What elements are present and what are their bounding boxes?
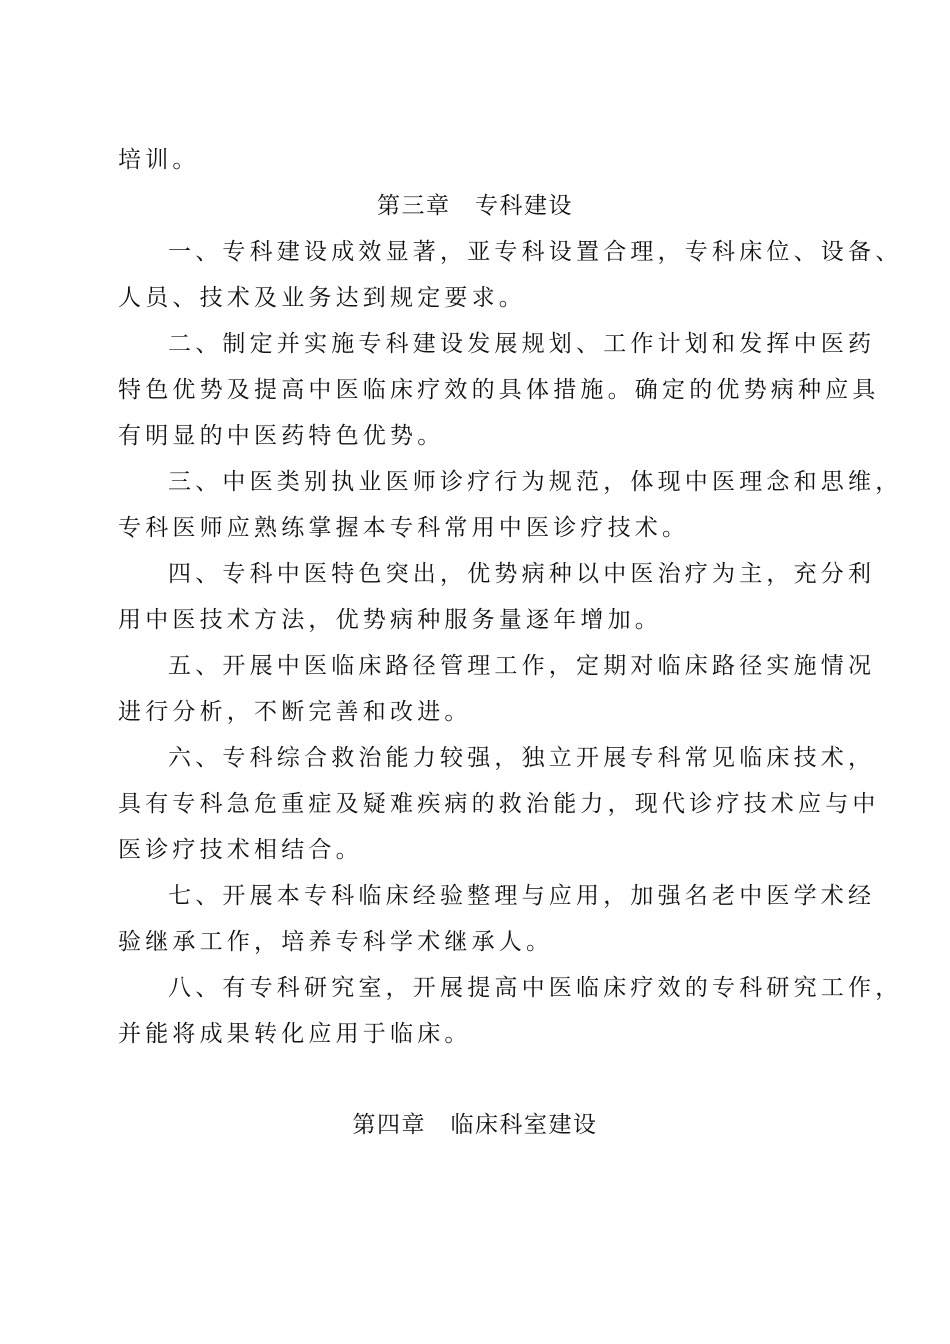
chapter-3-heading: 第三章 专科建设 — [377, 193, 573, 219]
paragraph-line: 六、专科综合救治能力较强，独立开展专科常见临床技术， — [168, 745, 876, 771]
paragraph-line: 人员、技术及业务达到规定要求。 — [118, 285, 526, 311]
paragraph-line: 特色优势及提高中医临床疗效的具体措施。确定的优势病种应具 — [118, 377, 880, 403]
paragraph-line: 四、专科中医特色突出，优势病种以中医治疗为主，充分利 — [168, 561, 876, 587]
paragraph-line: 用中医技术方法，优势病种服务量逐年增加。 — [118, 607, 662, 633]
document-body — [118, 137, 903, 1148]
paragraph-2 — [118, 321, 880, 459]
paragraph-3 — [118, 459, 903, 551]
paragraph-line: 二、制定并实施专科建设发展规划、工作计划和发挥中医药 — [168, 331, 876, 357]
paragraph-5 — [118, 643, 876, 735]
paragraph-line: 具有专科急危重症及疑难疾病的救治能力，现代诊疗技术应与中 — [118, 791, 880, 817]
paragraph-4 — [118, 551, 876, 643]
paragraph-line: 医诊疗技术相结合。 — [118, 837, 363, 863]
continuation-text: 培训。 — [118, 147, 200, 173]
paragraph-7 — [118, 873, 876, 965]
paragraph-line: 一、专科建设成效显著，亚专科设置合理，专科床位、设备、 — [168, 239, 903, 265]
paragraph-line: 进行分析，不断完善和改进。 — [118, 699, 472, 725]
chapter-4-heading: 第四章 临床科室建设 — [352, 1112, 598, 1138]
paragraph-8 — [118, 965, 903, 1057]
paragraph-line: 有明显的中医药特色优势。 — [118, 423, 445, 449]
section-spacer — [118, 1057, 832, 1102]
paragraph-line: 验继承工作，培养专科学术继承人。 — [118, 929, 554, 955]
paragraph-line: 七、开展本专科临床经验整理与应用，加强名老中医学术经 — [168, 883, 876, 909]
paragraph-line: 三、中医类别执业医师诊疗行为规范，体现中医理念和思维， — [168, 469, 903, 495]
paragraph-line: 五、开展中医临床路径管理工作，定期对临床路径实施情况 — [168, 653, 876, 679]
paragraph-line: 八、有专科研究室，开展提高中医临床疗效的专科研究工作， — [168, 975, 903, 1001]
paragraph-line: 并能将成果转化应用于临床。 — [118, 1021, 472, 1047]
paragraph-1 — [118, 229, 903, 321]
paragraph-6 — [118, 735, 880, 873]
paragraph-line: 专科医师应熟练掌握本专科常用中医诊疗技术。 — [118, 515, 690, 541]
